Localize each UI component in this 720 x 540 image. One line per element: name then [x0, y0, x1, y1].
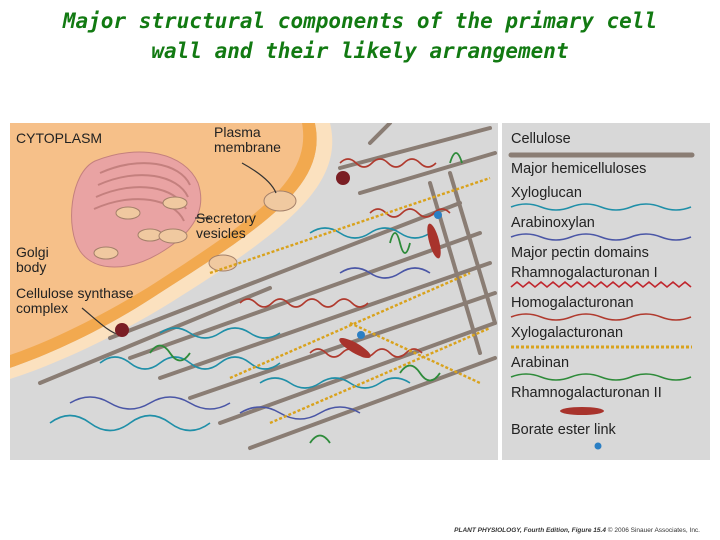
- legend-swatch-arabinoxylan: [511, 234, 691, 240]
- borate-ester-link: [357, 331, 365, 339]
- golgi-line-1: Golgi: [16, 244, 49, 260]
- fusing-vesicle: [209, 255, 237, 271]
- cellulose-synthase-line-2: complex: [16, 300, 69, 316]
- figure-credit: [454, 527, 700, 534]
- cytoplasm-label: CYTOPLASM: [16, 130, 103, 146]
- plasma-membrane-line-1: Plasma: [214, 124, 261, 140]
- plasma-membrane-line-2: membrane: [214, 139, 281, 155]
- legend-swatch-homogalacturonan: [511, 314, 691, 320]
- legend-label-xyloglucan: Xyloglucan: [511, 185, 582, 201]
- legend-label-rhamnogalacturonan-i: Rhamnogalacturonan I: [511, 265, 658, 281]
- secretory-vesicles-label: [196, 211, 256, 241]
- plasma-membrane-label: [214, 125, 281, 155]
- legend-label-borate-ester-link: Borate ester link: [511, 422, 616, 438]
- legend-label-arabinoxylan: Arabinoxylan: [511, 215, 595, 231]
- slide-title: [0, 6, 720, 66]
- legend-swatch-xyloglucan: [511, 204, 691, 210]
- legend-label-cellulose: Cellulose: [511, 131, 571, 147]
- golgi-body-label: [16, 245, 49, 275]
- legend-swatch-borate-ester-link: [595, 443, 602, 450]
- legend-swatch-rhamnogalacturonan-ii: [560, 407, 604, 415]
- borate-ester-link: [434, 211, 442, 219]
- legend-label-xylogalacturonan: Xylogalacturonan: [511, 325, 624, 341]
- credit-rest: © 2006 Sinauer Associates, Inc.: [605, 527, 700, 534]
- secretory-vesicles-line-1: Secretory: [196, 210, 256, 226]
- cell-wall-figure: [10, 123, 498, 460]
- golgi-line-2: body: [16, 259, 47, 275]
- legend-label-rhamnogalacturonan-ii: Rhamnogalacturonan II: [511, 385, 662, 401]
- legend-label-homogalacturonan: Homogalacturonan: [511, 295, 634, 311]
- fusing-vesicle: [264, 191, 296, 211]
- secretory-vesicles-line-2: vesicles: [196, 225, 246, 241]
- legend-swatch-rhamnogalacturonan-i: [511, 282, 691, 287]
- legend-heading-pectin-domains: Major pectin domains: [511, 245, 649, 261]
- title-line-2: wall and their likely arrangement: [151, 39, 569, 63]
- legend-swatch-arabinan: [511, 374, 691, 380]
- legend-heading-hemicelluloses: Major hemicelluloses: [511, 161, 647, 177]
- title-line-1: Major structural components of the primary cell: [62, 9, 658, 33]
- cellulose-synthase-label: [16, 286, 134, 316]
- legend-label-arabinan: Arabinan: [511, 355, 570, 371]
- secretory-vesicle: [159, 229, 187, 243]
- credit-book: PLANT PHYSIOLOGY, Fourth Edition, Figure 15.4: [454, 527, 606, 534]
- cellulose-synthase-line-1: Cellulose synthase: [16, 285, 134, 301]
- legend-panel: [502, 123, 710, 460]
